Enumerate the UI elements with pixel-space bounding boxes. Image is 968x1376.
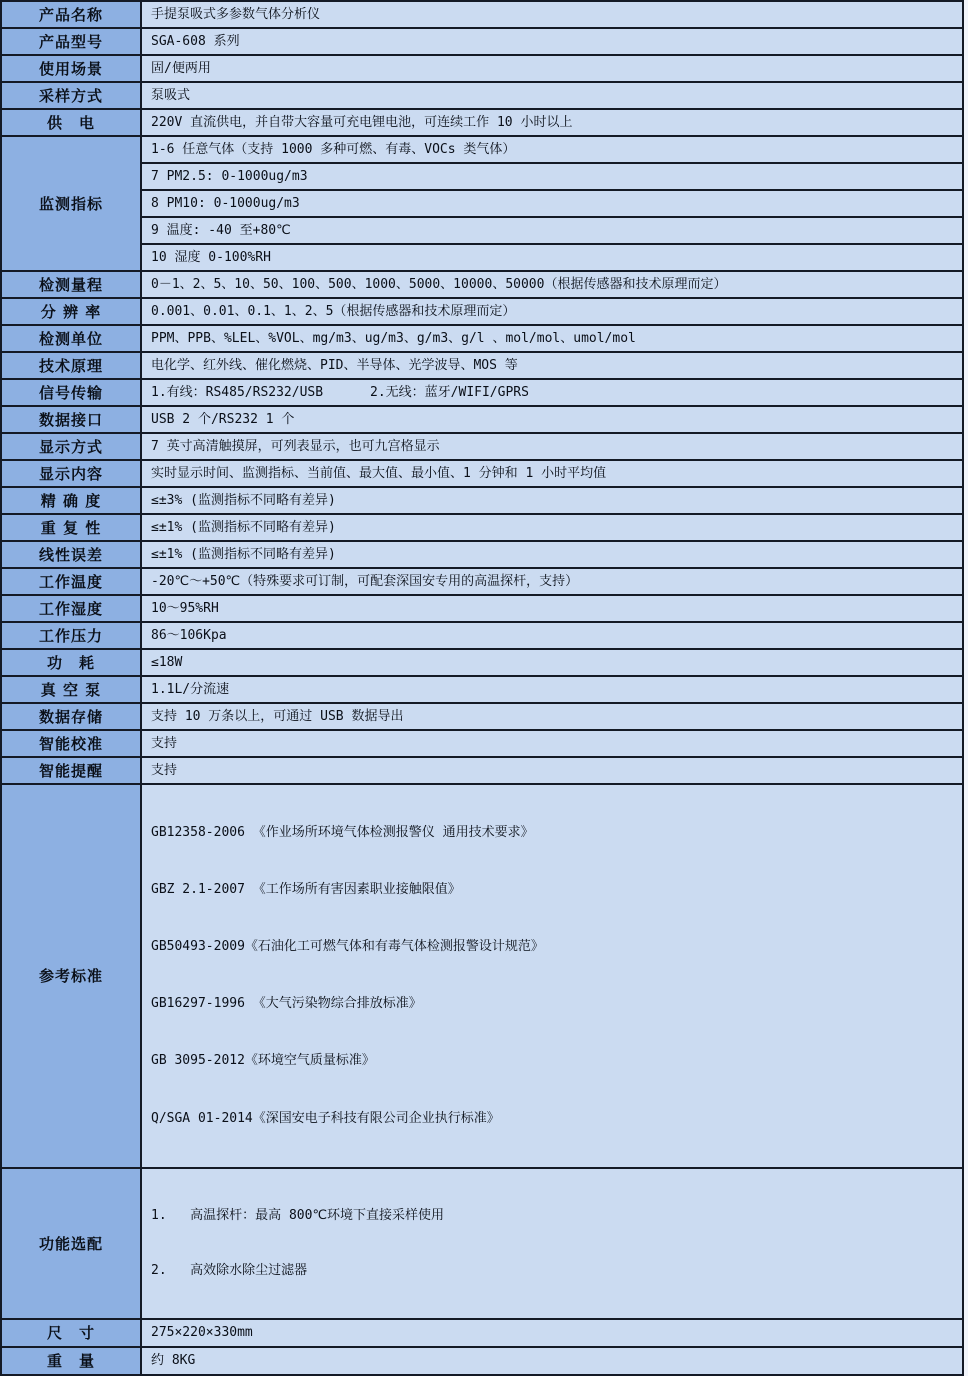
table-row — [1, 352, 963, 379]
spec-value: 10～95%RH — [141, 595, 963, 622]
spec-value: 泵吸式 — [141, 82, 963, 109]
spec-label: 尺 寸 — [1, 1319, 141, 1347]
spec-label: 检测单位 — [1, 325, 141, 352]
table-row — [1, 784, 963, 1168]
spec-label: 功 耗 — [1, 649, 141, 676]
table-row — [1, 28, 963, 55]
spec-label: 产品名称 — [1, 1, 141, 28]
option-line: 2. 高效除水除尘过滤器 — [151, 1262, 308, 1278]
spec-label: 供 电 — [1, 109, 141, 136]
spec-value: 8 PM10: 0-1000ug/m3 — [141, 190, 963, 217]
table-row — [1, 460, 963, 487]
spec-label: 数据接口 — [1, 406, 141, 433]
spec-value: ≤±1% (监测指标不同略有差异) — [141, 514, 963, 541]
spec-value: 约 8KG — [141, 1347, 963, 1375]
spec-label: 显示方式 — [1, 433, 141, 460]
spec-label: 技术原理 — [1, 352, 141, 379]
table-row — [1, 622, 963, 649]
spec-value: ≤±1% (监测指标不同略有差异) — [141, 541, 963, 568]
spec-label: 分 辨 率 — [1, 298, 141, 325]
spec-label: 真 空 泵 — [1, 676, 141, 703]
table-row — [1, 406, 963, 433]
spec-label: 数据存储 — [1, 703, 141, 730]
table-row — [1, 649, 963, 676]
table-row — [1, 217, 963, 244]
spec-label: 重 量 — [1, 1347, 141, 1375]
spec-label: 智能校准 — [1, 730, 141, 757]
standard-line: GB50493-2009《石油化工可燃气体和有毒气体检测报警设计规范》 — [151, 939, 544, 955]
table-row — [1, 163, 963, 190]
table-row — [1, 82, 963, 109]
standard-line: GB 3095-2012《环境空气质量标准》 — [151, 1053, 375, 1069]
spec-label: 显示内容 — [1, 460, 141, 487]
standard-line: GBZ 2.1-2007 《工作场所有害因素职业接触限值》 — [151, 882, 461, 898]
spec-label: 重 复 性 — [1, 514, 141, 541]
table-row — [1, 325, 963, 352]
spec-value: -20℃～+50℃（特殊要求可订制，可配套深国安专用的高温探杆，支持） — [141, 568, 963, 595]
table-row — [1, 1319, 963, 1347]
table-row — [1, 703, 963, 730]
spec-value: 1-6 任意气体（支持 1000 多种可燃、有毒、VOCs 类气体） — [141, 136, 963, 163]
spec-value: 10 湿度 0-100%RH — [141, 244, 963, 271]
table-row — [1, 514, 963, 541]
spec-value: 手提泵吸式多参数气体分析仪 — [141, 1, 963, 28]
spec-value: 1.1L/分流速 — [141, 676, 963, 703]
table-row — [1, 136, 963, 163]
spec-label: 线性误差 — [1, 541, 141, 568]
table-row — [1, 757, 963, 784]
spec-label: 产品型号 — [1, 28, 141, 55]
spec-label-monitor-group: 监测指标 — [1, 136, 141, 271]
table-row — [1, 109, 963, 136]
spec-value-options — [141, 1168, 963, 1319]
spec-value: 固/便两用 — [141, 55, 963, 82]
spec-value: 支持 — [141, 757, 963, 784]
spec-value: 0－1、2、5、10、50、100、500、1000、5000、10000、50000（根据传感器和技术原理而定） — [141, 271, 963, 298]
standard-line: GB16297-1996 《大气污染物综合排放标准》 — [151, 996, 422, 1012]
table-row — [1, 298, 963, 325]
spec-label-standards: 参考标准 — [1, 784, 141, 1168]
table-row — [1, 730, 963, 757]
spec-value: 7 英寸高清触摸屏，可列表显示，也可九宫格显示 — [141, 433, 963, 460]
table-row — [1, 1347, 963, 1375]
spec-value: SGA-608 系列 — [141, 28, 963, 55]
option-line: 1. 高温探杆：最高 800℃环境下直接采样使用 — [151, 1207, 445, 1223]
spec-value: ≤±3% (监测指标不同略有差异) — [141, 487, 963, 514]
spec-value: 275×220×330mm — [141, 1319, 963, 1347]
standard-line: GB12358-2006 《作业场所环境气体检测报警仪 通用技术要求》 — [151, 825, 534, 841]
spec-value-standards — [141, 784, 963, 1168]
spec-label: 信号传输 — [1, 379, 141, 406]
spec-value: ≤18W — [141, 649, 963, 676]
spec-label: 使用场景 — [1, 55, 141, 82]
table-row — [1, 595, 963, 622]
spec-value: 支持 10 万条以上，可通过 USB 数据导出 — [141, 703, 963, 730]
table-row — [1, 433, 963, 460]
spec-value: 1.有线：RS485/RS232/USB 2.无线：蓝牙/WIFI/GPRS — [141, 379, 963, 406]
table-row — [1, 244, 963, 271]
spec-value: 0.001、0.01、0.1、1、2、5（根据传感器和技术原理而定） — [141, 298, 963, 325]
spec-value: 9 温度: -40 至+80℃ — [141, 217, 963, 244]
spec-label: 检测量程 — [1, 271, 141, 298]
spec-value: 支持 — [141, 730, 963, 757]
standard-line: Q/SGA 01-2014《深国安电子科技有限公司企业执行标准》 — [151, 1110, 500, 1126]
table-row — [1, 379, 963, 406]
spec-label: 精 确 度 — [1, 487, 141, 514]
table-row — [1, 1, 963, 28]
spec-value: PPM、PPB、%LEL、%VOL、mg/m3、ug/m3、g/m3、g/l 、mol/mol、umol/mol — [141, 325, 963, 352]
spec-value: 电化学、红外线、催化燃烧、PID、半导体、光学波导、MOS 等 — [141, 352, 963, 379]
spec-value: 7 PM2.5: 0-1000ug/m3 — [141, 163, 963, 190]
spec-value: 220V 直流供电，并自带大容量可充电锂电池，可连续工作 10 小时以上 — [141, 109, 963, 136]
table-row — [1, 190, 963, 217]
table-row — [1, 271, 963, 298]
spec-label: 采样方式 — [1, 82, 141, 109]
spec-label: 智能提醒 — [1, 757, 141, 784]
table-row — [1, 676, 963, 703]
table-row — [1, 568, 963, 595]
spec-label-options: 功能选配 — [1, 1168, 141, 1319]
spec-value: 86～106Kpa — [141, 622, 963, 649]
table-row — [1, 1168, 963, 1319]
spec-label: 工作压力 — [1, 622, 141, 649]
spec-value: USB 2 个/RS232 1 个 — [141, 406, 963, 433]
table-row — [1, 55, 963, 82]
spec-label: 工作湿度 — [1, 595, 141, 622]
spec-label: 工作温度 — [1, 568, 141, 595]
spec-value: 实时显示时间、监测指标、当前值、最大值、最小值、1 分钟和 1 小时平均值 — [141, 460, 963, 487]
table-row — [1, 487, 963, 514]
table-row — [1, 541, 963, 568]
